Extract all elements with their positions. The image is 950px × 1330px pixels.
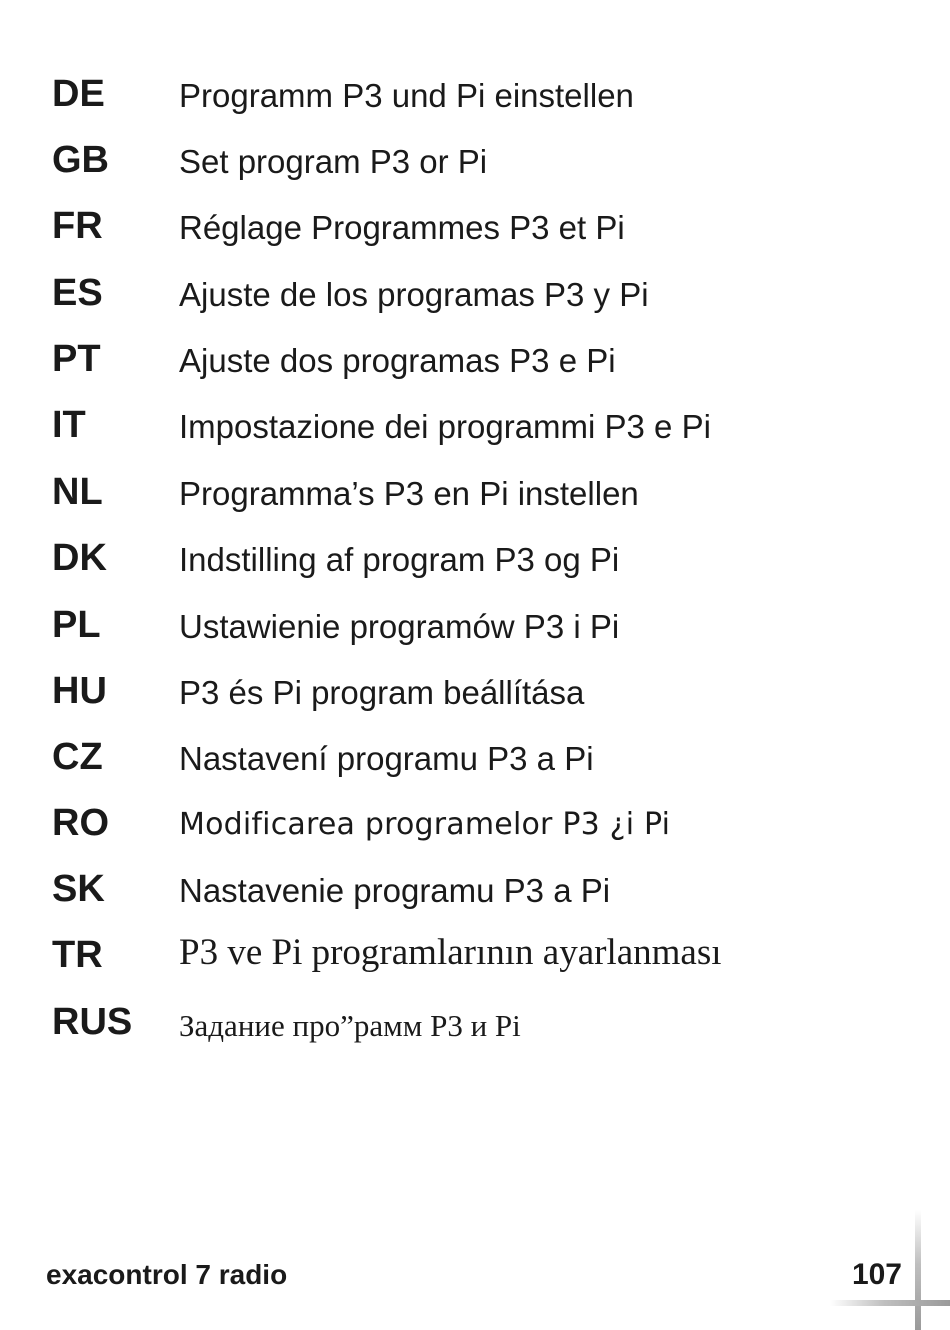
list-item (0, 1000, 950, 1060)
language-code: DK (52, 537, 107, 579)
list-item (0, 72, 950, 132)
language-code: RUS (52, 1001, 133, 1043)
list-item (0, 470, 950, 530)
language-code: RO (52, 802, 109, 844)
instruction-text: Ajuste de los programas P3 y Pi (179, 276, 649, 313)
instruction-text: Задание про”рамм P3 и Pi (179, 1008, 521, 1043)
list-item (0, 403, 950, 463)
instruction-text: P3 ve Pi programlarının ayarlanması (179, 932, 722, 973)
list-item (0, 603, 950, 663)
language-code: DE (52, 73, 105, 115)
instruction-text: Modificarea programelor P3 ¿i Pi (179, 807, 671, 842)
language-code: SK (52, 868, 105, 910)
crop-mark-vertical (915, 1210, 921, 1330)
list-item (0, 735, 950, 795)
language-code: FR (52, 205, 103, 247)
product-name: exacontrol 7 radio (46, 1259, 288, 1290)
language-code: HU (52, 670, 107, 712)
language-code: GB (52, 139, 109, 181)
instruction-text: Nastavení programu P3 a Pi (179, 740, 594, 777)
instruction-text: Impostazione dei programmi P3 e Pi (179, 408, 711, 445)
language-code: IT (52, 404, 86, 446)
instruction-text: Ustawienie programów P3 i Pi (179, 608, 620, 645)
instruction-text: Set program P3 or Pi (179, 143, 488, 180)
list-item (0, 536, 950, 596)
list-item (0, 138, 950, 198)
page-number: 107 (851, 1258, 902, 1291)
list-item (0, 867, 950, 927)
instruction-text: P3 és Pi program beállítása (179, 674, 585, 711)
list-item (0, 271, 950, 331)
instruction-text: Programma’s P3 en Pi instellen (179, 475, 639, 512)
instruction-text: Ajuste dos programas P3 e Pi (179, 342, 616, 379)
list-item (0, 337, 950, 397)
list-item (0, 801, 950, 861)
language-code: PT (52, 338, 101, 380)
language-code: NL (52, 471, 103, 513)
instruction-text: Nastavenie programu P3 a Pi (179, 872, 611, 909)
crop-mark-horizontal (830, 1300, 950, 1306)
list-item (0, 933, 950, 993)
instruction-text: Programm P3 und Pi einstellen (179, 77, 634, 114)
instruction-text: Réglage Programmes P3 et Pi (179, 209, 625, 246)
list-item (0, 204, 950, 264)
language-code: PL (52, 604, 101, 646)
language-code: CZ (52, 736, 103, 778)
language-code: ES (52, 272, 103, 314)
instruction-text: Indstilling af program P3 og Pi (179, 541, 620, 578)
list-item (0, 669, 950, 729)
language-code: TR (52, 934, 103, 976)
